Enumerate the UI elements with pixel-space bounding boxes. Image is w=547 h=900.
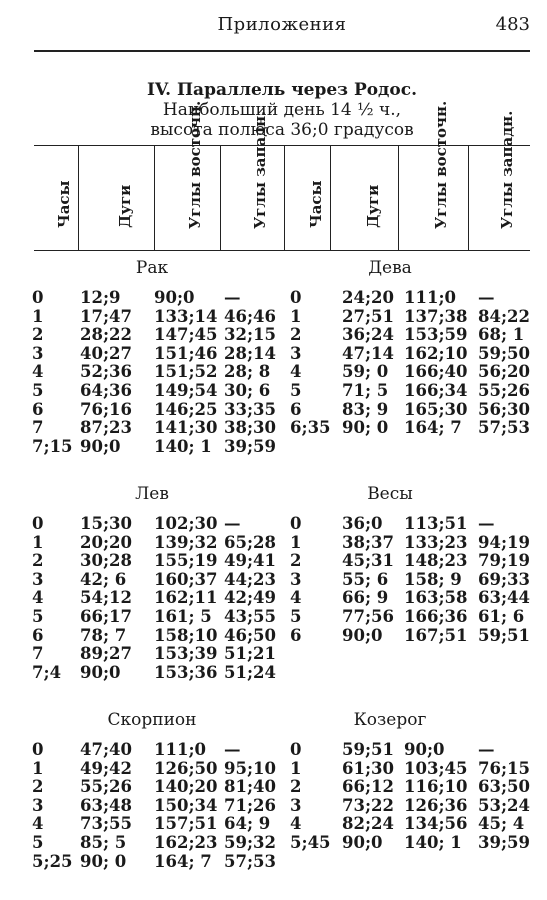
table-cell: 59;50	[478, 343, 531, 363]
table-cell: 44;23	[224, 569, 277, 589]
table-cell: 65;28	[224, 532, 277, 552]
table-cell: 5	[32, 607, 44, 626]
table-cell: 59;51	[342, 740, 395, 759]
table-cell: 162;11	[154, 588, 218, 608]
table-cell: 116;10	[404, 777, 468, 797]
table-cell: 90;0	[80, 436, 121, 456]
table-cell: 68; 1	[478, 325, 525, 345]
table-cell: 3	[32, 795, 44, 815]
header-rule	[34, 50, 530, 52]
table-cell: 56;20	[478, 362, 531, 382]
table-cell: 66; 9	[342, 588, 389, 608]
table-cell: 15;30	[80, 514, 133, 533]
table-cell: 46;50	[224, 625, 277, 645]
table-cell: 63;44	[478, 588, 531, 608]
table-cell: 153;59	[404, 325, 468, 345]
table-cell: 113;51	[404, 514, 468, 533]
table-cell: 51;24	[224, 662, 277, 682]
table-cell: 1	[290, 758, 302, 778]
table-cell: 36;24	[342, 325, 395, 345]
table-cell: 57;53	[478, 418, 531, 438]
table-cell: 52;36	[80, 362, 133, 382]
table-cell: 90; 0	[342, 418, 389, 438]
table-cell: 160;37	[154, 569, 218, 589]
table-cell: —	[224, 514, 241, 533]
col-east-2	[398, 100, 469, 250]
table-cell: 27;51	[342, 306, 395, 326]
table-cell: 47;40	[80, 740, 133, 759]
table-cell: 141;30	[154, 418, 218, 438]
table-cell: 7	[32, 418, 44, 438]
table-cell: 155;19	[154, 551, 218, 571]
table-cell: 0	[32, 514, 44, 533]
page-header	[34, 14, 530, 40]
table-cell: 63;50	[478, 777, 531, 797]
table-cell: 4	[32, 588, 44, 608]
table-cell: 95;10	[224, 758, 277, 778]
table-cell: 153;36	[154, 662, 218, 682]
table-cell: 5;45	[290, 833, 331, 852]
table-cell: 81;40	[224, 777, 277, 797]
table-cell: 85; 5	[80, 833, 127, 852]
table-cell: 6	[32, 399, 44, 419]
col-label: Часы	[307, 180, 325, 228]
table-cell: 164; 7	[404, 418, 462, 438]
table-cell: 140; 1	[404, 833, 462, 852]
table-cell: 5	[32, 381, 44, 400]
table-cell: 134;56	[404, 814, 468, 834]
table-cell: 126;50	[154, 758, 218, 778]
col-arcs-2	[330, 146, 399, 250]
col-label: Углы западн.	[498, 110, 516, 229]
table-cell: 57;53	[224, 851, 277, 871]
table-cell: 139;32	[154, 532, 218, 552]
col-label: Дуги	[116, 184, 134, 228]
table-cell: —	[224, 740, 241, 759]
table-cell: 87;23	[80, 418, 133, 438]
table-cell: 158;10	[154, 625, 218, 645]
table-cell: 111;0	[154, 740, 207, 759]
table-cell: 148;23	[404, 551, 468, 571]
table-cell: 102;30	[154, 514, 218, 533]
table-cell: 42; 6	[80, 569, 127, 589]
table-cell: 77;56	[342, 607, 395, 626]
table-cell: 4	[32, 814, 44, 834]
table-cell: 3	[290, 343, 302, 363]
table-cell: 166;36	[404, 607, 468, 626]
table-cell: 64; 9	[224, 814, 271, 834]
table-cell: —	[224, 288, 241, 307]
table-cell: 63;48	[80, 795, 133, 815]
table-cell: 66;17	[80, 607, 133, 626]
section-sign-right: Весы	[367, 484, 413, 504]
table-cell: 5	[290, 381, 302, 400]
table-cell: 1	[290, 532, 302, 552]
table-cell: 24;20	[342, 288, 395, 307]
table-cell: 153;39	[154, 644, 218, 664]
table-cell: 158; 9	[404, 569, 462, 589]
table-cell: 0	[32, 740, 44, 759]
table-heading	[34, 80, 530, 140]
table-cell: 161; 5	[154, 607, 212, 626]
table-cell: 30; 6	[224, 381, 271, 400]
col-hours-1	[34, 146, 78, 250]
table-cell: 90;0	[154, 288, 195, 307]
col-arcs-1	[78, 146, 155, 250]
table-cell: 71; 5	[342, 381, 389, 400]
table-cell: 6;35	[290, 418, 331, 438]
table-cell: 166;40	[404, 362, 468, 382]
table-cell: 149;54	[154, 381, 218, 400]
table-cell: 163;58	[404, 588, 468, 608]
col-label: Часы	[55, 180, 73, 228]
section-sign-left: Скорпион	[107, 710, 197, 730]
table-cell: 3	[290, 569, 302, 589]
table-cell: 162;23	[154, 833, 218, 852]
table-cell: 94;19	[478, 532, 531, 552]
section-sign-right: Козерог	[353, 710, 427, 730]
table-cell: 71;26	[224, 795, 277, 815]
running-title: Приложения	[217, 14, 347, 35]
page-number: 483	[495, 14, 530, 35]
table-cell: 12;9	[80, 288, 121, 307]
table-cell: 2	[290, 551, 302, 571]
col-label: Дуги	[364, 184, 382, 228]
table-cell: 0	[290, 514, 302, 533]
col-label: Углы восточн.	[186, 100, 204, 229]
table-cell: 55; 6	[342, 569, 389, 589]
table-cell: 0	[290, 740, 302, 759]
table-cell: 32;15	[224, 325, 277, 345]
table-cell: 7	[32, 644, 44, 664]
table-cell: 59; 0	[342, 362, 389, 382]
col-hours-2	[284, 146, 331, 250]
table-cell: 4	[290, 814, 302, 834]
table-cell: —	[478, 740, 495, 759]
table-cell: 150;34	[154, 795, 218, 815]
table-cell: 76;15	[478, 758, 531, 778]
table-cell: 59;32	[224, 833, 277, 852]
table-cell: 56;30	[478, 399, 531, 419]
table-cell: 64;36	[80, 381, 133, 400]
table-cell: 7;4	[32, 662, 62, 682]
table-cell: 79;19	[478, 551, 531, 571]
col-label: Углы западн.	[251, 110, 269, 229]
table-cell: 2	[290, 777, 302, 797]
table-cell: 69;33	[478, 569, 531, 589]
table-cell: 151;46	[154, 343, 218, 363]
table-cell: 162;10	[404, 343, 468, 363]
table-cell: 0	[290, 288, 302, 307]
table-cell: 2	[32, 777, 44, 797]
table-cell: 20;20	[80, 532, 133, 552]
table-cell: 90;0	[80, 662, 121, 682]
section-sign-right: Дева	[368, 258, 412, 278]
table-cell: 49;41	[224, 551, 277, 571]
table-cell: 133;14	[154, 306, 218, 326]
table-cell: 90; 0	[80, 851, 127, 871]
table-cell: 39;59	[478, 833, 531, 852]
heading-line-3: высота полюса 36;0 градусов	[150, 120, 414, 140]
table-cell: 7;15	[32, 436, 73, 456]
table-cell: 1	[32, 306, 44, 326]
table-cell: 165;30	[404, 399, 468, 419]
table-cell: —	[478, 288, 495, 307]
table-cell: 4	[32, 362, 44, 382]
table-cell: 2	[290, 325, 302, 345]
col-west-2	[468, 110, 531, 250]
table-cell: 47;14	[342, 343, 395, 363]
table-cell: 90;0	[342, 833, 383, 852]
table-cell: 36;0	[342, 514, 383, 533]
table-cell: 76;16	[80, 399, 133, 419]
table-cell: 83; 9	[342, 399, 389, 419]
col-label: Углы восточн.	[432, 100, 450, 229]
table-cell: 164; 7	[154, 851, 212, 871]
table-cell: 73;55	[80, 814, 133, 834]
table-cell: 55;26	[478, 381, 531, 400]
table-cell: 49;42	[80, 758, 133, 778]
heading-line-2: Наибольший день 14 ½ ч.,	[162, 100, 402, 120]
table-cell: 1	[32, 758, 44, 778]
table-cell: 1	[32, 532, 44, 552]
table-cell: 28; 8	[224, 362, 271, 382]
table-cell: 3	[32, 569, 44, 589]
table-cell: 90;0	[342, 625, 383, 645]
table-cell: 45; 4	[478, 814, 525, 834]
col-east-1	[154, 100, 221, 250]
table-cell: 59;51	[478, 625, 531, 645]
table-cell: 140; 1	[154, 436, 212, 456]
table-cell: 4	[290, 362, 302, 382]
table-cell: 38;37	[342, 532, 395, 552]
table-cell: 73;22	[342, 795, 395, 815]
table-cell: 2	[32, 551, 44, 571]
table-cell: 28;14	[224, 343, 277, 363]
table-cell: 133;23	[404, 532, 468, 552]
table-cell: 30;28	[80, 551, 133, 571]
table-cell: 78; 7	[80, 625, 127, 645]
table-cell: 3	[290, 795, 302, 815]
table-cell: 55;26	[80, 777, 133, 797]
table-cell: 140;20	[154, 777, 218, 797]
table-cell: 43;55	[224, 607, 277, 626]
table-cell: 5	[290, 607, 302, 626]
table-cell: 61; 6	[478, 607, 525, 626]
table-cell: 151;52	[154, 362, 218, 382]
table-cell: 90;0	[404, 740, 445, 759]
table-cell: 1	[290, 306, 302, 326]
table-cell: 126;36	[404, 795, 468, 815]
table-cell: 103;45	[404, 758, 468, 778]
table-cell: 6	[290, 399, 302, 419]
table-cell: 66;12	[342, 777, 395, 797]
table-cell: 54;12	[80, 588, 133, 608]
table-cell: 6	[290, 625, 302, 645]
table-cell: 40;27	[80, 343, 133, 363]
table-cell: 167;51	[404, 625, 468, 645]
table-cell: 157;51	[154, 814, 218, 834]
table-cell: 28;22	[80, 325, 133, 345]
table-cell: 53;24	[478, 795, 531, 815]
table-cell: 61;30	[342, 758, 395, 778]
table-cell: 38;30	[224, 418, 277, 438]
table-cell: 46;46	[224, 306, 277, 326]
section-sign-left: Лев	[135, 484, 169, 504]
table-cell: 137;38	[404, 306, 468, 326]
table-cell: —	[478, 514, 495, 533]
table-cell: 84;22	[478, 306, 531, 326]
table-cell: 17;47	[80, 306, 133, 326]
section-sign-left: Рак	[135, 258, 169, 278]
heading-line-1: IV. Параллель через Родос.	[147, 80, 417, 100]
table-cell: 51;21	[224, 644, 277, 664]
table-cell: 45;31	[342, 551, 395, 571]
table-cell: 2	[32, 325, 44, 345]
table-cell: 89;27	[80, 644, 133, 664]
table-cell: 5;25	[32, 851, 73, 871]
table-cell: 82;24	[342, 814, 395, 834]
table-cell: 6	[32, 625, 44, 645]
table-cell: 39;59	[224, 436, 277, 456]
table-cell: 166;34	[404, 381, 468, 400]
table-cell: 4	[290, 588, 302, 608]
table-cell: 42;49	[224, 588, 277, 608]
col-west-1	[220, 110, 285, 250]
table-cell: 3	[32, 343, 44, 363]
table-cell: 5	[32, 833, 44, 852]
table-cell: 0	[32, 288, 44, 307]
table-cell: 111;0	[404, 288, 457, 307]
table-cell: 147;45	[154, 325, 218, 345]
table-cell: 33;35	[224, 399, 277, 419]
table-cell: 146;25	[154, 399, 218, 419]
